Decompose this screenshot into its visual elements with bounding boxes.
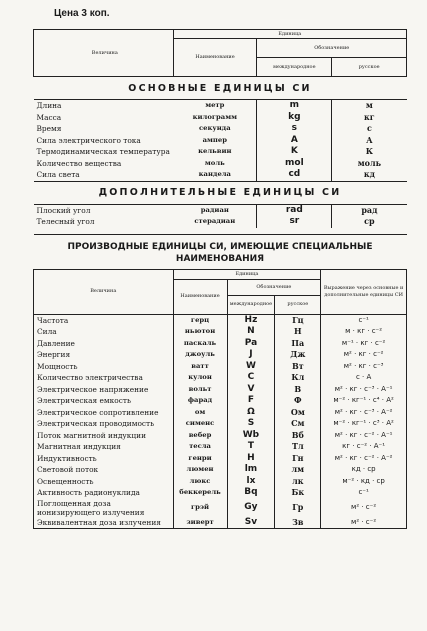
- table-row: [34, 169, 407, 181]
- header-quantity: Величина: [34, 30, 174, 77]
- quantity-cell: Электрическое сопротивление: [34, 407, 174, 419]
- unit-name-cell: сименс: [173, 418, 227, 430]
- unit-name-cell: кельвин: [198, 147, 232, 156]
- quantity-cell: Длина: [36, 101, 62, 111]
- quantity-cell: Электрическое напряжение: [34, 384, 174, 396]
- expression-cell: м⁻² · кг⁻¹ · с⁴ · А²: [321, 395, 407, 407]
- expression-cell: с⁻¹: [321, 314, 407, 326]
- intl-symbol-cell: Bq: [227, 487, 275, 499]
- quantity-cell: Количество вещества: [36, 158, 122, 168]
- ru-symbol-cell: Ф: [275, 395, 321, 407]
- quantity-cell: Масса: [36, 112, 62, 122]
- quantity-cell: Количество электричества: [34, 372, 174, 384]
- unit-name-cell: зиверт: [173, 517, 227, 529]
- quantity-cell: Плоский угол: [36, 205, 91, 215]
- price-label: Цена 3 коп.: [54, 8, 110, 19]
- ru-symbol-cell: Кл: [275, 372, 321, 384]
- quantity-cell: Эквивалентная доза излучения: [34, 517, 174, 529]
- unit-name-cell: радиан: [200, 205, 229, 214]
- ru-symbol-cell: лк: [275, 476, 321, 488]
- intl-symbol-cell: H: [227, 453, 275, 465]
- intl-symbol-cell: mol: [257, 158, 332, 170]
- quantity-cell: Термодинамическая температура: [36, 147, 170, 157]
- table-row: [34, 338, 407, 350]
- header-russian: русское: [332, 58, 407, 77]
- intl-symbol-cell: Hz: [227, 314, 275, 326]
- dheader-russian: русское: [275, 295, 321, 314]
- unit-name-cell: герц: [173, 314, 227, 326]
- ru-symbol-cell: К: [332, 146, 407, 158]
- ru-symbol-cell: Н: [275, 326, 321, 338]
- expression-cell: м² · кг · с⁻² · А⁻²: [321, 453, 407, 465]
- ru-symbol-cell: ср: [332, 216, 407, 228]
- ru-symbol-cell: м: [332, 100, 407, 112]
- expression-cell: м⁻¹ · кг · с⁻²: [321, 338, 407, 350]
- quantity-cell: Мощность: [34, 361, 174, 373]
- ru-symbol-cell: См: [275, 418, 321, 430]
- quantity-cell: Частота: [34, 314, 174, 326]
- section-derived-title: ПРОИЗВОДНЫЕ ЕДИНИЦЫ СИ, ИМЕЮЩИЕ СПЕЦИАЛЬНЫЕ НАИМЕНОВАНИЯ: [67, 241, 373, 264]
- unit-name-cell: кандела: [198, 170, 231, 179]
- ru-symbol-cell: В: [275, 384, 321, 396]
- supp-units-body: [34, 204, 407, 228]
- unit-name-cell: секунда: [198, 124, 231, 133]
- unit-name-cell: беккерель: [173, 487, 227, 499]
- unit-name-cell: моль: [204, 158, 225, 167]
- expression-cell: м² · кг · с⁻²: [321, 349, 407, 361]
- intl-symbol-cell: Sv: [227, 517, 275, 529]
- expression-cell: с⁻¹: [321, 487, 407, 499]
- table-row: [34, 314, 407, 326]
- quantity-cell: Время: [36, 124, 62, 134]
- table-row: [34, 395, 407, 407]
- table-row: [34, 112, 407, 124]
- expression-cell: кд · ср: [321, 464, 407, 476]
- table-row: [34, 499, 407, 517]
- ru-symbol-cell: Дж: [275, 349, 321, 361]
- quantity-cell: Активность радионуклида: [34, 487, 174, 499]
- unit-name-cell: вебер: [173, 430, 227, 442]
- expression-cell: м² · с⁻²: [321, 517, 407, 529]
- ru-symbol-cell: кд: [332, 169, 407, 181]
- dheader-name: Наименование: [173, 279, 227, 314]
- derived-units-body: [34, 314, 407, 529]
- unit-name-cell: люмен: [173, 464, 227, 476]
- unit-name-cell: люкс: [173, 476, 227, 488]
- intl-symbol-cell: Wb: [227, 430, 275, 442]
- ru-symbol-cell: кг: [332, 112, 407, 124]
- quantity-cell: Магнитная индукция: [34, 441, 174, 453]
- quantity-cell: Сила: [34, 326, 174, 338]
- intl-symbol-cell: K: [257, 146, 332, 158]
- derived-units-table: [33, 269, 407, 530]
- table-row: [34, 517, 407, 529]
- quantity-cell: Телесный угол: [36, 217, 95, 227]
- intl-symbol-cell: A: [257, 135, 332, 147]
- quantity-cell: Энергия: [34, 349, 174, 361]
- table-row: [34, 487, 407, 499]
- dheader-expression: Выражение через основные и дополнительные единицы СИ: [321, 269, 407, 314]
- expression-cell: м⁻² · кд · ср: [321, 476, 407, 488]
- quantity-cell: Поток магнитной индукции: [34, 430, 174, 442]
- table-row: [34, 384, 407, 396]
- intl-symbol-cell: Pa: [227, 338, 275, 350]
- intl-symbol-cell: N: [227, 326, 275, 338]
- unit-name-cell: стерадиан: [194, 217, 236, 226]
- expression-cell: м² · с⁻²: [321, 499, 407, 517]
- intl-symbol-cell: Ω: [227, 407, 275, 419]
- quantity-cell: Сила электрического тока: [36, 135, 141, 145]
- intl-symbol-cell: rad: [257, 204, 332, 216]
- unit-name-cell: килограмм: [192, 112, 237, 121]
- intl-symbol-cell: F: [227, 395, 275, 407]
- header-international: международное: [257, 58, 332, 77]
- intl-symbol-cell: V: [227, 384, 275, 396]
- ru-symbol-cell: Бк: [275, 487, 321, 499]
- intl-symbol-cell: W: [227, 361, 275, 373]
- unit-name-cell: кулон: [173, 372, 227, 384]
- table-row: [34, 476, 407, 488]
- ru-symbol-cell: Гц: [275, 314, 321, 326]
- unit-name-cell: фарад: [173, 395, 227, 407]
- table-row: [34, 204, 407, 216]
- table-row: [34, 407, 407, 419]
- quantity-cell: Электрическая проводимость: [34, 418, 174, 430]
- table-row: [34, 361, 407, 373]
- dheader-international: международное: [227, 295, 275, 314]
- unit-name-cell: вольт: [173, 384, 227, 396]
- table-row: [34, 453, 407, 465]
- unit-name-cell: паскаль: [173, 338, 227, 350]
- table-row: [34, 123, 407, 135]
- quantity-cell: Освещенность: [34, 476, 174, 488]
- dheader-quantity: Величина: [34, 269, 174, 314]
- unit-name-cell: ампер: [202, 135, 227, 144]
- si-units-page: [33, 29, 407, 529]
- table-row: [34, 135, 407, 147]
- section-base-title: ОСНОВНЫЕ ЕДИНИЦЫ СИ: [34, 77, 407, 100]
- table-row: [34, 100, 407, 112]
- header-name: Наименование: [173, 39, 257, 77]
- quantity-cell: Поглощенная доза ионизирующего излучения: [34, 499, 174, 517]
- expression-cell: м · кг · с⁻²: [321, 326, 407, 338]
- ru-symbol-cell: Вт: [275, 361, 321, 373]
- table-row: [34, 418, 407, 430]
- quantity-cell: Давление: [34, 338, 174, 350]
- quantity-cell: Индуктивность: [34, 453, 174, 465]
- expression-cell: м² · кг · с⁻³: [321, 361, 407, 373]
- table-row: [34, 349, 407, 361]
- header-designation: Обозначение: [257, 39, 407, 58]
- unit-name-cell: генри: [173, 453, 227, 465]
- table-row: [34, 441, 407, 453]
- ru-symbol-cell: А: [332, 135, 407, 147]
- expression-cell: м² · кг · с⁻² · А⁻¹: [321, 430, 407, 442]
- unit-name-cell: ньютон: [173, 326, 227, 338]
- expression-cell: кг · с⁻² · А⁻¹: [321, 441, 407, 453]
- ru-symbol-cell: Па: [275, 338, 321, 350]
- ru-symbol-cell: моль: [332, 158, 407, 170]
- intl-symbol-cell: S: [227, 418, 275, 430]
- intl-symbol-cell: lx: [227, 476, 275, 488]
- base-units-table: [33, 29, 407, 235]
- quantity-cell: Электрическая емкость: [34, 395, 174, 407]
- ru-symbol-cell: лм: [275, 464, 321, 476]
- base-units-body: [34, 100, 407, 182]
- unit-name-cell: джоуль: [173, 349, 227, 361]
- quantity-cell: Световой поток: [34, 464, 174, 476]
- table-row: [34, 430, 407, 442]
- table-row: [34, 146, 407, 158]
- unit-name-cell: грэй: [173, 499, 227, 517]
- table-row: [34, 158, 407, 170]
- table-row: [34, 372, 407, 384]
- dheader-designation: Обозначение: [227, 279, 321, 295]
- dheader-unit: Единица: [173, 269, 321, 279]
- ru-symbol-cell: Зв: [275, 517, 321, 529]
- ru-symbol-cell: Ом: [275, 407, 321, 419]
- ru-symbol-cell: Гн: [275, 453, 321, 465]
- ru-symbol-cell: рад: [332, 204, 407, 216]
- intl-symbol-cell: J: [227, 349, 275, 361]
- ru-symbol-cell: Тл: [275, 441, 321, 453]
- expression-cell: м² · кг · с⁻³ · А⁻¹: [321, 384, 407, 396]
- intl-symbol-cell: C: [227, 372, 275, 384]
- expression-cell: м⁻² · кг⁻¹ · с³ · А²: [321, 418, 407, 430]
- unit-name-cell: ом: [173, 407, 227, 419]
- unit-name-cell: метр: [205, 101, 225, 110]
- quantity-cell: Сила света: [36, 170, 80, 180]
- ru-symbol-cell: с: [332, 123, 407, 135]
- intl-symbol-cell: m: [257, 100, 332, 112]
- intl-symbol-cell: T: [227, 441, 275, 453]
- unit-name-cell: ватт: [173, 361, 227, 373]
- intl-symbol-cell: sr: [257, 216, 332, 228]
- section-supplementary-title: ДОПОЛНИТЕЛЬНЫЕ ЕДИНИЦЫ СИ: [34, 181, 407, 204]
- table-row: [34, 464, 407, 476]
- intl-symbol-cell: cd: [257, 169, 332, 181]
- unit-name-cell: тесла: [173, 441, 227, 453]
- ru-symbol-cell: Вб: [275, 430, 321, 442]
- intl-symbol-cell: kg: [257, 112, 332, 124]
- intl-symbol-cell: s: [257, 123, 332, 135]
- intl-symbol-cell: lm: [227, 464, 275, 476]
- expression-cell: м² · кг · с⁻³ · А⁻²: [321, 407, 407, 419]
- header-unit: Единица: [173, 30, 406, 39]
- table-row: [34, 216, 407, 228]
- expression-cell: с · А: [321, 372, 407, 384]
- ru-symbol-cell: Гр: [275, 499, 321, 517]
- table-row: [34, 326, 407, 338]
- intl-symbol-cell: Gy: [227, 499, 275, 517]
